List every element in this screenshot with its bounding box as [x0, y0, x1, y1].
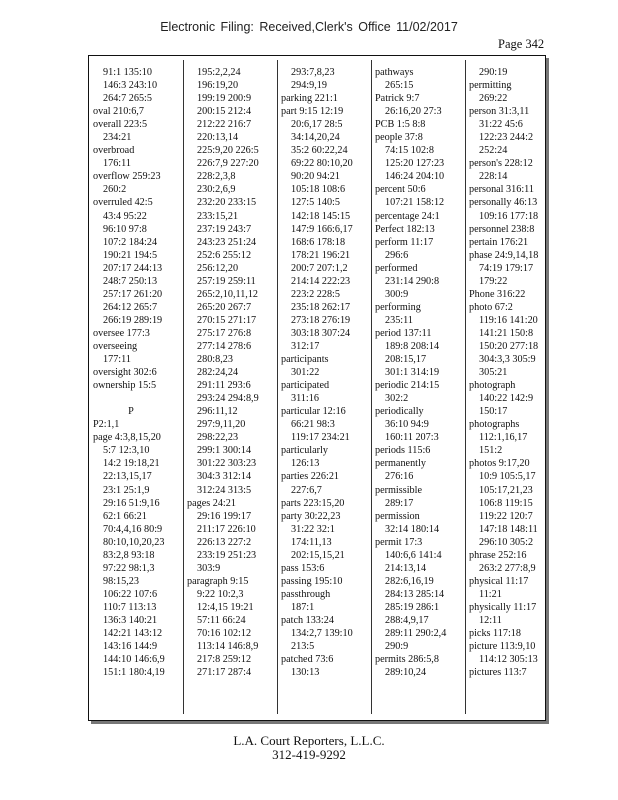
- column-divider: [277, 60, 278, 714]
- index-entry-line: patched 73:6: [281, 654, 334, 666]
- index-entry-line: photographs: [469, 419, 520, 431]
- index-citation-line: 150:20 277:18: [479, 340, 539, 352]
- index-entry-line: photo 67:2: [469, 301, 513, 313]
- index-citation-line: 289:11 290:2,4: [385, 628, 447, 640]
- index-citation-line: 187:1: [291, 601, 315, 613]
- index-citation-line: 70:16 102:12: [197, 628, 252, 640]
- index-citation-line: 296:10 305:2: [479, 536, 534, 548]
- index-citation-line: 228:14: [479, 171, 508, 183]
- index-entry-line: patch 133:24: [281, 614, 334, 626]
- index-entry-line: participated: [281, 380, 330, 392]
- index-citation-line: 11:21: [479, 588, 502, 600]
- index-citation-line: 109:16 177:18: [479, 210, 539, 222]
- index-citation-line: 105:18 108:6: [291, 184, 346, 196]
- index-citation-line: 134:2,7 139:10: [291, 628, 353, 640]
- index-entry-line: people 37:8: [375, 132, 423, 144]
- index-citation-line: 179:22: [479, 275, 508, 287]
- index-citation-line: 147:9 166:6,17: [291, 223, 353, 235]
- index-entry-line: performed: [375, 262, 418, 274]
- index-entry-line: personal 316:11: [469, 184, 534, 196]
- index-entry-line: periodic 214:15: [375, 380, 440, 392]
- column-divider: [465, 60, 466, 714]
- index-column-2: [187, 66, 277, 714]
- index-entry-line: phase 24:9,14,18: [469, 249, 539, 261]
- index-citation-line: 97:22 98:1,3: [103, 562, 155, 574]
- index-citation-line: 243:23 251:24: [197, 236, 257, 248]
- index-citation-line: 107:21 158:12: [385, 197, 445, 209]
- index-column-4: [375, 66, 465, 714]
- index-citation-line: 29:16 199:17: [197, 510, 252, 522]
- index-citation-line: 9:22 10:2,3: [197, 588, 244, 600]
- index-entry-line: parties 226:21: [281, 471, 340, 483]
- index-citation-line: 290:9: [385, 641, 409, 653]
- index-citation-line: 252:6 255:12: [197, 249, 252, 261]
- index-citation-line: 70:4,4,16 80:9: [103, 523, 163, 535]
- index-citation-line: 285:19 286:1: [385, 601, 440, 613]
- index-entry-line: periods 115:6: [375, 445, 431, 457]
- index-citation-line: 62:1 66:21: [103, 510, 147, 522]
- index-citation-line: 168:6 178:18: [291, 236, 346, 248]
- index-citation-line: 302:2: [385, 393, 409, 405]
- index-entry-line: phrase 252:16: [469, 549, 527, 561]
- index-entry-line: part 9:15 12:19: [281, 106, 344, 118]
- index-citation-line: 226:13 227:2: [197, 536, 252, 548]
- index-citation-line: 293:24 294:8,9: [197, 393, 259, 405]
- index-entry-line: permissible: [375, 484, 422, 496]
- index-citation-line: 200:15 212:4: [197, 106, 252, 118]
- index-entry-line: physical 11:17: [469, 575, 529, 587]
- index-citation-line: 301:22 303:23: [197, 458, 257, 470]
- index-citation-line: 66:21 98:3: [291, 419, 335, 431]
- index-citation-line: 217:8 259:12: [197, 654, 252, 666]
- index-entry-line: overbroad: [93, 145, 135, 157]
- index-citation-line: 105:17,21,23: [479, 484, 533, 496]
- index-entry-line: Patrick 9:7: [375, 93, 420, 105]
- index-entry-line: picture 113:9,10: [469, 641, 536, 653]
- index-entry-line: pictures 113:7: [469, 667, 527, 679]
- index-citation-line: 304:3,3 305:9: [479, 354, 536, 366]
- index-citation-line: 282:24,24: [197, 367, 239, 379]
- index-entry-line: overruled 42:5: [93, 197, 153, 209]
- index-citation-line: 214:13,14: [385, 562, 427, 574]
- index-citation-line: 293:7,8,23: [291, 67, 335, 78]
- index-column-3: [281, 66, 371, 714]
- index-entry-line: percentage 24:1: [375, 210, 440, 222]
- index-citation-line: 289:10,24: [385, 667, 427, 679]
- index-citation-line: 12:11: [479, 614, 502, 626]
- index-citation-line: 296:11,12: [197, 406, 238, 418]
- index-entry-line: paragraph 9:15: [187, 575, 249, 587]
- index-citation-line: 119:22 120:7: [479, 510, 533, 522]
- index-citation-line: 256:12,20: [197, 262, 239, 274]
- index-entry-line: parts 223:15,20: [281, 497, 345, 509]
- index-citation-line: 211:17 226:10: [197, 523, 256, 535]
- index-entry-line: party 30:22,23: [281, 510, 341, 522]
- index-entry-line: permits 286:5,8: [375, 654, 439, 666]
- index-citation-line: 303:9: [197, 562, 221, 574]
- index-citation-line: 296:6: [385, 249, 409, 261]
- index-citation-line: 35:2 60:22,24: [291, 145, 348, 157]
- index-citation-line: 265:20 267:7: [197, 301, 252, 313]
- index-entry-line: permanently: [375, 458, 426, 470]
- index-citation-line: 252:24: [479, 145, 508, 157]
- index-entry-line: P2:1,1: [93, 419, 120, 431]
- index-citation-line: 312:17: [291, 340, 320, 352]
- index-entry-line: pertain 176:21: [469, 236, 529, 248]
- index-entry-line: passing 195:10: [281, 575, 343, 587]
- index-entry-line: [93, 392, 183, 405]
- index-citation-line: 114:12 305:13: [479, 654, 538, 666]
- index-citation-line: 74:19 179:17: [479, 262, 534, 274]
- index-entry-line: pass 153:6: [281, 562, 325, 574]
- index-citation-line: 220:13,14: [197, 132, 239, 144]
- index-citation-line: 126:13: [291, 458, 320, 470]
- index-citation-line: 195:2,2,24: [197, 67, 241, 78]
- index-citation-line: 36:10 94:9: [385, 419, 429, 431]
- index-citation-line: 119:17 234:21: [291, 432, 350, 444]
- index-entry-line: page 4:3,8,15,20: [93, 432, 161, 444]
- footer-company: L.A. Court Reporters, L.L.C.: [233, 733, 385, 748]
- index-citation-line: 290:19: [479, 67, 508, 78]
- index-entry-line: percent 50:6: [375, 184, 426, 196]
- index-citation-line: 199:19 200:9: [197, 93, 252, 105]
- index-citation-line: 144:10 146:6,9: [103, 654, 165, 666]
- index-entry-line: picks 117:18: [469, 628, 521, 640]
- index-citation-line: 119:16 141:20: [479, 314, 538, 326]
- index-citation-line: 282:6,16,19: [385, 575, 434, 587]
- index-citation-line: 257:19 259:11: [197, 275, 256, 287]
- index-citation-line: 213:5: [291, 641, 315, 653]
- index-citation-line: 280:8,23: [197, 354, 233, 366]
- index-citation-line: 248:7 250:13: [103, 275, 158, 287]
- index-entry-line: ownership 15:5: [93, 380, 157, 392]
- index-entry-line: oversee 177:3: [93, 327, 150, 339]
- index-entry-line: periodically: [375, 406, 424, 418]
- index-citation-line: 177:11: [103, 354, 131, 366]
- index-citation-line: 301:1 314:19: [385, 367, 440, 379]
- index-citation-line: 312:24 313:5: [197, 484, 252, 496]
- index-citation-line: 214:14 222:23: [291, 275, 351, 287]
- index-citation-line: 228:2,3,8: [197, 171, 236, 183]
- index-citation-line: 5:7 12:3,10: [103, 445, 150, 457]
- index-entry-line: particularly: [281, 445, 328, 457]
- index-citation-line: 189:8 208:14: [385, 340, 440, 352]
- index-citation-line: 208:15,17: [385, 354, 427, 366]
- index-citation-line: 34:14,20,24: [291, 132, 340, 144]
- index-entry-line: oversight 302:6: [93, 367, 157, 379]
- index-citation-line: 289:17: [385, 497, 414, 509]
- index-citation-line: 141:21 150:8: [479, 327, 534, 339]
- index-column-5: [469, 66, 559, 714]
- index-citation-line: 130:13: [291, 667, 320, 679]
- index-citation-line: 257:17 261:20: [103, 288, 163, 300]
- index-citation-line: 125:20 127:23: [385, 158, 445, 170]
- index-citation-line: 146:24 204:10: [385, 171, 445, 183]
- index-citation-line: 151:2: [479, 445, 503, 457]
- footer-phone: 312-419-9292: [272, 747, 346, 762]
- index-citation-line: 113:14 146:8,9: [197, 641, 259, 653]
- index-citation-line: 212:22 216:7: [197, 119, 252, 131]
- index-citation-line: 304:3 312:14: [197, 471, 252, 483]
- index-entry-line: parking 221:1: [281, 93, 338, 105]
- section-letter: P: [128, 406, 134, 418]
- index-citation-line: 14:2 19:18,21: [103, 458, 160, 470]
- index-citation-line: 127:5 140:5: [291, 197, 340, 209]
- index-citation-line: 264:12 265:7: [103, 301, 158, 313]
- index-citation-line: 122:23 244:2: [479, 132, 534, 144]
- index-citation-line: 299:1 300:14: [197, 445, 252, 457]
- index-citation-line: 200:7 207:1,2: [291, 262, 348, 274]
- index-citation-line: 237:19 243:7: [197, 223, 252, 235]
- index-citation-line: 150:17: [479, 406, 508, 418]
- index-citation-line: 98:15,23: [103, 575, 139, 587]
- index-citation-line: 22:13,15,17: [103, 471, 152, 483]
- index-citation-line: 202:15,15,21: [291, 549, 345, 561]
- index-citation-line: 43:4 95:22: [103, 210, 147, 222]
- index-entry-line: permission: [375, 510, 420, 522]
- index-citation-line: 294:9,19: [291, 80, 327, 92]
- index-citation-line: 276:16: [385, 471, 414, 483]
- index-entry-line: pathways: [375, 67, 414, 78]
- index-citation-line: 305:21: [479, 367, 508, 379]
- index-citation-line: 270:15 271:17: [197, 314, 257, 326]
- index-citation-line: 277:14 278:6: [197, 340, 252, 352]
- index-citation-line: 140:22 142:9: [479, 393, 534, 405]
- index-citation-line: 136:3 140:21: [103, 614, 158, 626]
- index-entry-line: photos 9:17,20: [469, 458, 530, 470]
- index-citation-line: 263:2 277:8,9: [479, 562, 536, 574]
- index-citation-line: 231:14 290:8: [385, 275, 440, 287]
- index-citation-line: 26:16,20 27:3: [385, 106, 442, 118]
- index-entry-line: permit 17:3: [375, 536, 423, 548]
- index-column-1: [93, 66, 183, 714]
- index-citation-line: 303:18 307:24: [291, 327, 351, 339]
- index-entry-line: photograph: [469, 380, 516, 392]
- index-citation-line: 298:22,23: [197, 432, 239, 444]
- index-entry-line: oval 210:6,7: [93, 106, 144, 118]
- index-citation-line: 223:2 228:5: [291, 288, 340, 300]
- index-citation-line: 300:9: [385, 288, 409, 300]
- index-citation-line: 225:9,20 226:5: [197, 145, 259, 157]
- index-citation-line: 112:1,16,17: [479, 432, 528, 444]
- index-citation-line: 178:21 196:21: [291, 249, 351, 261]
- index-entry-line: overseeing: [93, 340, 138, 352]
- index-citation-line: 235:18 262:17: [291, 301, 351, 313]
- index-citation-line: 106:8 119:15: [479, 497, 533, 509]
- index-citation-line: 140:6,6 141:4: [385, 549, 442, 561]
- index-entry-line: physically 11:17: [469, 601, 537, 613]
- index-entry-line: personally 46:13: [469, 197, 538, 209]
- index-citation-line: 196:19,20: [197, 80, 239, 92]
- index-citation-line: 227:6,7: [291, 484, 322, 496]
- index-entry-line: performing: [375, 301, 421, 313]
- index-citation-line: 80:10,10,20,23: [103, 536, 165, 548]
- index-citation-line: 266:19 289:19: [103, 314, 163, 326]
- index-entry-line: Phone 316:22: [469, 288, 526, 300]
- index-entry-line: person 31:3,11: [469, 106, 530, 118]
- index-entry-line: passthrough: [281, 588, 331, 600]
- index-citation-line: 176:11: [103, 158, 131, 170]
- index-citation-line: 57:11 66:24: [197, 614, 246, 626]
- index-citation-line: 260:2: [103, 184, 127, 196]
- filing-stamp: Electronic Filing: Received,Clerk's Office 11/02/2017: [160, 20, 458, 34]
- index-citation-line: 284:13 285:14: [385, 588, 445, 600]
- index-citation-line: 297:9,11,20: [197, 419, 246, 431]
- index-citation-line: 90:20 94:21: [291, 171, 340, 183]
- index-citation-line: 273:18 276:19: [291, 314, 351, 326]
- index-entry-line: permitting: [469, 80, 512, 92]
- index-citation-line: 106:22 107:6: [103, 588, 158, 600]
- index-citation-line: 31:22 32:1: [291, 523, 335, 535]
- index-citation-line: 264:7 265:5: [103, 93, 152, 105]
- index-entry-line: PCB 1:5 8:8: [375, 119, 426, 131]
- index-citation-line: 269:22: [479, 93, 508, 105]
- index-citation-line: 83:2,8 93:18: [103, 549, 155, 561]
- index-citation-line: 230:2,6,9: [197, 184, 236, 196]
- index-entry-line: particular 12:16: [281, 406, 346, 418]
- index-citation-line: 311:16: [291, 393, 319, 405]
- index-citation-line: 265:2,10,11,12: [197, 288, 259, 300]
- index-citation-line: 23:1 25:1,9: [103, 484, 150, 496]
- index-citation-line: 96:10 97:8: [103, 223, 147, 235]
- index-citation-line: 275:17 276:8: [197, 327, 252, 339]
- index-entry-line: overall 223:5: [93, 119, 148, 131]
- index-citation-line: 32:14 180:14: [385, 523, 440, 535]
- index-citation-line: 91:1 135:10: [103, 67, 152, 78]
- column-divider: [183, 60, 184, 714]
- index-citation-line: 160:11 207:3: [385, 432, 439, 444]
- column-divider: [371, 60, 372, 714]
- index-entry-line: period 137:11: [375, 327, 432, 339]
- page-number: Page 342: [498, 37, 545, 51]
- index-page-frame: [88, 55, 546, 721]
- index-citation-line: 233:19 251:23: [197, 549, 257, 561]
- index-citation-line: 235:11: [385, 314, 413, 326]
- index-citation-line: 10:9 105:5,17: [479, 471, 536, 483]
- index-citation-line: 226:7,9 227:20: [197, 158, 259, 170]
- index-entry-line: person's 228:12: [469, 158, 533, 170]
- index-citation-line: 74:15 102:8: [385, 145, 434, 157]
- index-entry-line: personnel 238:8: [469, 223, 535, 235]
- index-citation-line: 31:22 45:6: [479, 119, 523, 131]
- index-citation-line: 146:3 243:10: [103, 80, 158, 92]
- index-citation-line: 69:22 80:10,20: [291, 158, 353, 170]
- index-entry-line: overflow 259:23: [93, 171, 161, 183]
- index-citation-line: 291:11 293:6: [197, 380, 251, 392]
- index-citation-line: 271:17 287:4: [197, 667, 252, 679]
- index-citation-line: 265:15: [385, 80, 414, 92]
- index-citation-line: 234:21: [103, 132, 132, 144]
- index-citation-line: 143:16 144:9: [103, 641, 158, 653]
- index-citation-line: 190:21 194:5: [103, 249, 158, 261]
- index-citation-line: 151:1 180:4,19: [103, 667, 165, 679]
- index-entry-line: pages 24:21: [187, 497, 236, 509]
- index-citation-line: 12:4,15 19:21: [197, 601, 254, 613]
- index-citation-line: 207:17 244:13: [103, 262, 163, 274]
- index-entry-line: perform 11:17: [375, 236, 434, 248]
- index-entry-line: participants: [281, 354, 329, 366]
- index-citation-line: 107:2 184:24: [103, 236, 158, 248]
- index-citation-line: 147:18 148:11: [479, 523, 538, 535]
- index-citation-line: 301:22: [291, 367, 320, 379]
- index-entry-line: Perfect 182:13: [375, 223, 435, 235]
- index-citation-line: 174:11,13: [291, 536, 332, 548]
- index-citation-line: 233:15,21: [197, 210, 239, 222]
- index-citation-line: 142:21 143:12: [103, 628, 163, 640]
- index-citation-line: 142:18 145:15: [291, 210, 351, 222]
- index-citation-line: 29:16 51:9,16: [103, 497, 160, 509]
- index-citation-line: 110:7 113:13: [103, 601, 157, 613]
- index-citation-line: 288:4,9,17: [385, 614, 429, 626]
- index-citation-line: 20:6,17 28:5: [291, 119, 343, 131]
- index-citation-line: 232:20 233:15: [197, 197, 257, 209]
